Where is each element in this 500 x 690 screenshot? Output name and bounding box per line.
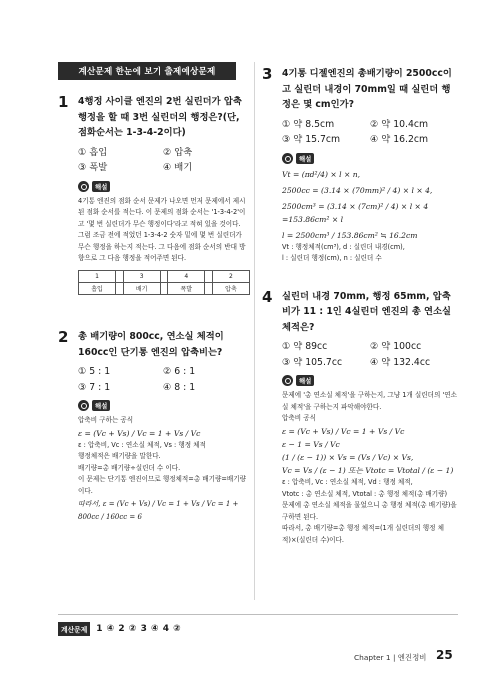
explanation-line: ε : 압축비, Vc : 연소실 체적, Vd : 행정 체적, (282, 477, 413, 486)
table-cell (116, 283, 124, 295)
option-3[interactable]: ③ 약 15.7cm (282, 134, 341, 145)
answer-key-tag: 계산문제 (58, 622, 90, 636)
question-number: 1 (58, 93, 69, 111)
explanation-line: l : 실린더 행정(cm), n : 실린더 수 (282, 254, 382, 263)
table-cell (205, 283, 213, 295)
option-1[interactable]: ① 약 8.5cm (282, 118, 335, 130)
column-divider (254, 62, 255, 600)
explanation-title: 압축비 공식 (282, 414, 316, 423)
right-column (262, 66, 458, 547)
formula: ε − 1 = Vs / Vc (282, 439, 340, 449)
formula: ε = (Vc + Vs) / Vc = 1 + Vs / Vc (282, 426, 405, 436)
table-cell: 폭발 (168, 283, 205, 295)
solution-label: 해설 (92, 400, 110, 411)
option-2[interactable]: ② 6 : 1 (163, 366, 196, 378)
solution-label: 해설 (296, 375, 314, 386)
page-number: 25 (436, 648, 453, 662)
table-cell: 4 (168, 271, 205, 283)
solution-tag (78, 400, 110, 411)
explanation-line: Vtotc : 총 연소실 체적, Vtotal : 총 행정 체적(총 배기량) (282, 489, 448, 498)
option-4[interactable]: ④ 약 132.4cc (370, 356, 431, 368)
option-4[interactable]: ④ 8 : 1 (163, 381, 196, 393)
option-4[interactable]: ④ 약 16.2cm (370, 134, 429, 145)
explanation-line: 배기량=총 배기량÷실린더 수 이다. (78, 463, 181, 472)
magnifier-icon (282, 375, 293, 386)
explanation-title: 압축비 구하는 공식 (78, 416, 134, 425)
option-1[interactable]: ① 약 89cc (282, 341, 328, 353)
answer-key (58, 622, 181, 636)
formula: 따라서, ε = (Vc + Vs) / Vc = 1 + Vs / Vc = 1 + 800cc / 160cc = 6 (78, 499, 239, 521)
question-text: 실린더 내경 70mm, 행정 65mm, 압축비가 11 : 1인 4실린더 엔진의 총 연소실 체적은? (282, 290, 452, 333)
explanation-line: Vt : 행정체적(cm³), d : 실린더 내경(cm), (282, 242, 405, 251)
formula: =153.86cm² × l (282, 214, 344, 224)
table-cell (160, 271, 168, 283)
options (282, 339, 458, 370)
question-2 (58, 329, 248, 524)
option-2[interactable]: ② 약 100cc (370, 341, 422, 353)
question-number: 2 (58, 328, 69, 347)
formula: Vc = Vs / (ε − 1) 또는 Vtotc = Vtotal / (ε − 1) (282, 465, 454, 475)
table-cell (116, 271, 124, 283)
option-3[interactable]: ③ 7 : 1 (78, 381, 111, 393)
explanation-line: 문제에 총 연소실 체적을 물었으니 총 행정 체적(총 배기량)을 구하면 된다. (282, 501, 457, 521)
formula: 2500cc = (3.14 × (70mm)² / 4) × l × 4, (282, 185, 433, 195)
explanation-line: 따라서, 총 배기량=총 행정 체적=(1개 실린더의 행정 체적)×(실린더 수)이다. (282, 524, 444, 544)
option-3[interactable]: ③ 약 105.7cc (282, 356, 343, 368)
table-row (79, 271, 250, 283)
option-1[interactable]: ① 흡입 (78, 146, 108, 158)
section-banner: 계산문제 한눈에 보기 출제예상문제 (58, 62, 236, 80)
options (282, 117, 458, 148)
firing-order-table (78, 270, 250, 295)
question-1 (58, 94, 248, 295)
question-4 (262, 289, 458, 547)
solution-tag (78, 181, 110, 192)
question-3 (262, 66, 458, 265)
solution-label: 해설 (92, 181, 110, 192)
explanation-line: 행정체적은 배기량을 말한다. (78, 452, 161, 461)
explanation: 4기통 엔진의 점화 순서 문제가 나오면 먼저 문제에서 제시된 점화 순서를 적는다. 이 문제의 점화 순서는 '1-3-4-2'이고 '몇 번 실린더가 무슨 행정이다'라고 적혀 있을 것이다. 그럼 조금 전에 적었던 1-3-4-2 숫자 밑에 몇 번 실린더가 무슨 행정을 하는지 적는다. 그 다음에 점화 순서의 반대 방향으로 그 다음 행정을 적어주면 된다. (78, 196, 246, 263)
magnifier-icon (78, 181, 89, 192)
chapter-label: Chapter 1 | 엔진정비 (354, 653, 427, 662)
left-column (58, 88, 248, 524)
table-cell: 3 (123, 271, 160, 283)
table-cell: 배기 (123, 283, 160, 295)
table-cell (205, 271, 213, 283)
answer-key-values: 1 ④ 2 ② 3 ④ 4 ② (96, 624, 182, 634)
table-cell (160, 283, 168, 295)
table-row (79, 283, 250, 295)
question-text: 총 배기량이 800cc, 연소실 체적이 160cc인 단기통 엔진의 압축비는? (78, 331, 224, 358)
question-number: 3 (262, 65, 273, 83)
option-1[interactable]: ① 5 : 1 (78, 366, 111, 378)
table-cell: 흡입 (79, 283, 116, 295)
magnifier-icon (282, 153, 293, 164)
solution-label: 해설 (296, 153, 314, 164)
question-number: 4 (262, 287, 273, 306)
table-cell: 1 (79, 271, 116, 283)
solution-tag (282, 153, 314, 164)
option-3[interactable]: ③ 폭발 (78, 162, 108, 173)
footer-divider (58, 614, 458, 615)
options (78, 364, 248, 395)
question-text: 4기통 디젤엔진의 총배기량이 2500cc이고 실린더 내경이 70mm일 때 실린더 행정은 몇 cm인가? (282, 68, 452, 110)
table-cell: 2 (212, 271, 249, 283)
magnifier-icon (78, 400, 89, 411)
formula: (1 / (ε − 1)) × Vs = (Vs / Vc) × Vs, (282, 452, 414, 462)
solution-tag (282, 375, 314, 386)
explanation-line: 이 문제는 단기통 엔진이므로 행정체적=총 배기량=배기량이다. (78, 475, 247, 496)
option-4[interactable]: ④ 배기 (163, 162, 193, 173)
formula: 2500cm³ = (3.14 × (7cm)² / 4) × l × 4 (282, 201, 429, 211)
table-cell: 압축 (212, 283, 249, 295)
explanation-line: ε : 압축비, Vc : 연소실 체적, Vs : 행정 체적 (78, 440, 206, 449)
option-2[interactable]: ② 압축 (163, 146, 193, 158)
options (78, 145, 248, 176)
option-2[interactable]: ② 약 10.4cm (370, 118, 429, 130)
formula: Vt = (πd²/4) × l × n, (282, 169, 361, 179)
question-text: 4행정 사이클 엔진의 2번 실린더가 압축행정을 할 때 3번 실린더의 행정은?(단, 점화순서는 1-3-4-2이다) (78, 96, 242, 138)
explanation-line: 문제에 '총 연소실 체적'을 구하는지, 그냥 1개 실린더의 '연소실 체적'을 구하는지 파악해야한다. (282, 391, 457, 411)
formula: ε = (Vc + Vs) / Vc = 1 + Vs / Vc (78, 428, 201, 438)
formula: l = 2500cm³ / 153.86cm² ≒ 16.2cm (282, 230, 418, 240)
